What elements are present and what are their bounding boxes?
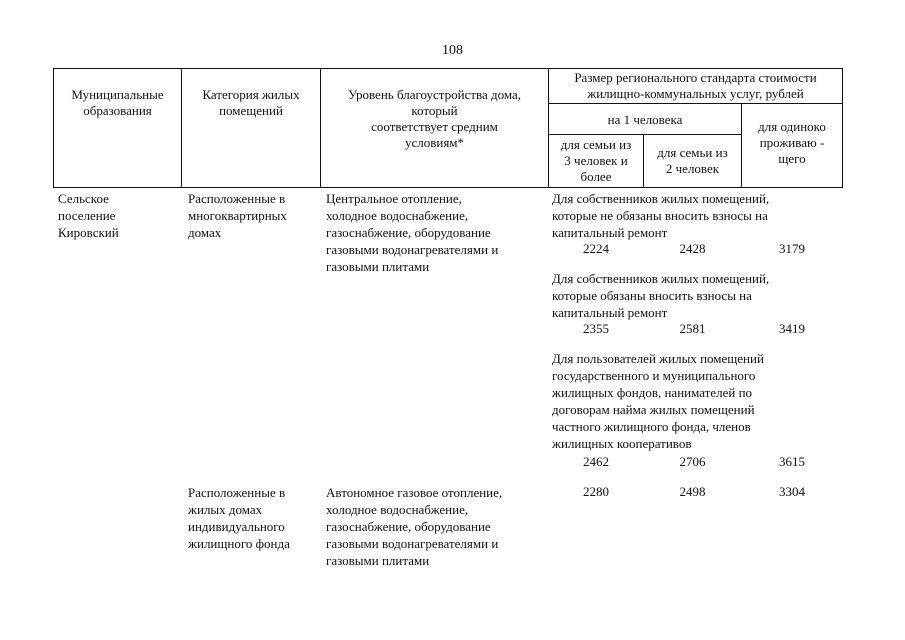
municipality-cell: Сельское поселение Кировский	[58, 191, 119, 240]
category-1-name: Расположенные в многоквартирных домах	[188, 191, 287, 240]
header-standard-size: Размер регионального стандарта стоимости жилищно-коммунальных услуг, рублей	[574, 70, 817, 101]
group-2-value-family2: 2581	[679, 321, 706, 336]
page-number: 108	[442, 43, 463, 58]
category-2-level: Автономное газовое отопление, холодное водоснабжение, газоснабжение, оборудование газовыми водонагревателями и газовыми плитами	[326, 485, 503, 568]
category-2-name: Расположенные в жилых домах индивидуального жилищного фонда	[188, 485, 290, 551]
group-1-label: Для собственников жилых помещений, которые не обязаны вносить взносы на капитальный ремонт	[552, 191, 770, 240]
group-3-value-family3: 2462	[583, 454, 609, 469]
header-per-person: на 1 человека	[607, 112, 683, 127]
group-1-value-family3: 2224	[583, 241, 609, 256]
category-1-level: Центральное отопление, холодное водоснабжение, газоснабжение, оборудование газовыми водонагревателями и газовыми плитами	[326, 191, 499, 274]
header-family-3: для семьи из 3 человек и более	[560, 137, 632, 184]
group-1-value-family2: 2428	[679, 241, 706, 256]
header-municipality: Муниципальные образования	[71, 87, 164, 118]
group-3-value-single: 3615	[779, 454, 805, 469]
header-single: для одиноко проживаю - щего	[758, 119, 826, 166]
col-divider-right	[842, 68, 843, 188]
table-top-border	[53, 68, 843, 69]
group-divider	[548, 103, 843, 104]
category-2-value-family3: 2280	[583, 484, 609, 499]
header-category: Категория жилых помещений	[202, 87, 300, 118]
header-bottom-border	[53, 187, 843, 188]
group-2-value-family3: 2355	[583, 321, 609, 336]
group-3-label: Для пользователей жилых помещений государственного и муниципального жилищных фондов, нанимателей по договорам найма жилых помещений частного жилищного фонда, членов жилищных кооперативов	[552, 351, 764, 451]
category-2-value-single: 3304	[779, 484, 805, 499]
col-divider-left	[53, 68, 54, 188]
category-2-value-family2: 2498	[679, 484, 706, 499]
group-2-label: Для собственников жилых помещений, которые обязаны вносить взносы на капитальный ремонт	[552, 271, 770, 320]
header-comfort-level: Уровень благоустройства дома, который соответствует средним условиям*	[347, 87, 522, 150]
group-1-value-single: 3179	[779, 241, 805, 256]
subgroup-divider	[548, 134, 741, 135]
group-3-value-family2: 2706	[679, 454, 706, 469]
group-2-value-single: 3419	[779, 321, 805, 336]
col-divider-1	[181, 68, 182, 188]
header-family-2: для семьи из 2 человек	[657, 145, 728, 176]
